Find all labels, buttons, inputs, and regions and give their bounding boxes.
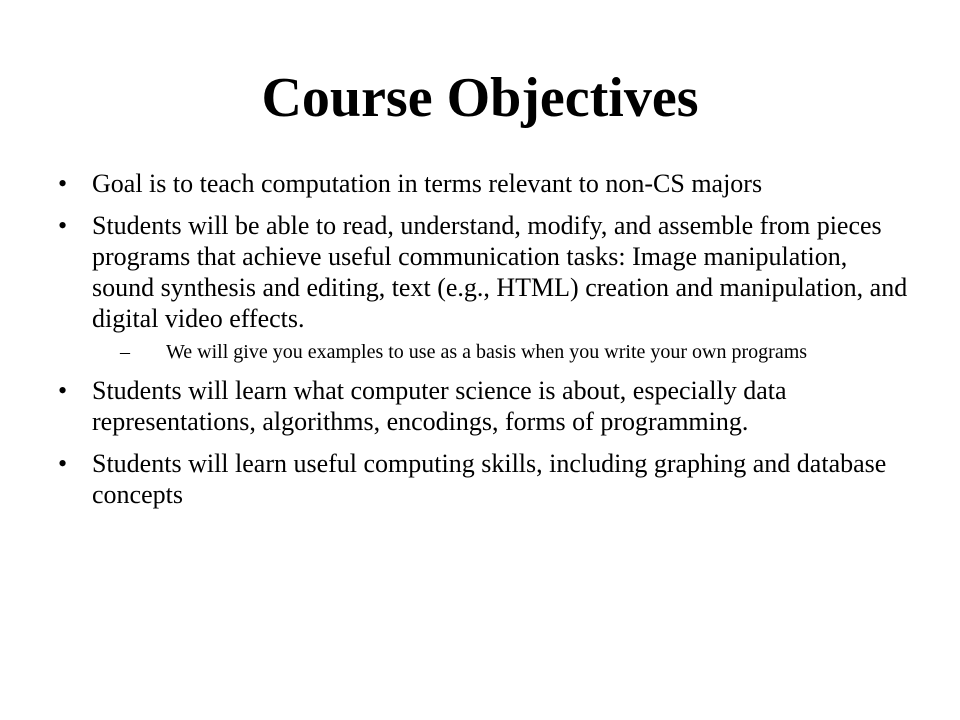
sub-bullet-item — [120, 340, 936, 364]
sub-bullet-text: We will give you examples to use as a basis when you write your own programs — [166, 341, 808, 363]
bullet-item — [58, 168, 908, 199]
bullet-text: Students will be able to read, understand, modify, and assemble from pieces programs that achieve useful communication tasks: Image manipulation, sound synthesis and editing, text (e.g., HTML) creation and manipulation, and digital video effects. — [92, 211, 908, 333]
bullet-item — [58, 210, 908, 364]
bullet-text: Students will learn useful computing skills, including graphing and database concepts — [92, 449, 887, 509]
bullet-dot-icon: • — [58, 169, 68, 198]
bullet-dot-icon: • — [58, 376, 68, 405]
dash-icon: – — [120, 341, 130, 363]
bullet-text: Students will learn what computer science is about, especially data representations, algorithms, encodings, forms of programming. — [92, 376, 787, 436]
sub-bullet-list — [92, 340, 908, 364]
slide-title: Course Objectives — [261, 67, 699, 129]
bullet-item — [58, 448, 908, 510]
bullet-text: Goal is to teach computation in terms relevant to non-CS majors — [92, 169, 763, 198]
bullet-item — [58, 375, 908, 437]
bullet-dot-icon: • — [58, 449, 68, 478]
bullet-list — [58, 168, 908, 521]
bullet-dot-icon: • — [58, 211, 68, 240]
